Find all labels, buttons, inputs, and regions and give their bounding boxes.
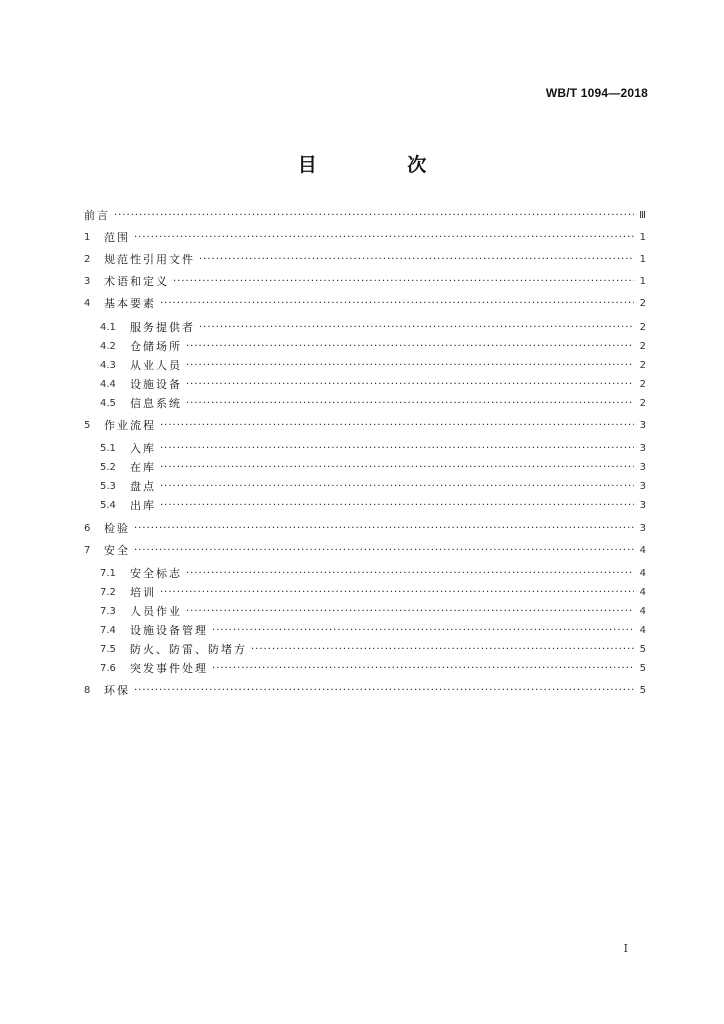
toc-number: 4.3 bbox=[100, 360, 116, 371]
toc-label: 规范性引用文件 bbox=[104, 253, 195, 266]
toc-page: Ⅲ bbox=[639, 210, 646, 221]
toc-page: 2 bbox=[639, 379, 646, 390]
toc-entry[interactable] bbox=[84, 681, 646, 700]
toc-label: 突发事件处理 bbox=[130, 662, 208, 675]
toc-page: 2 bbox=[639, 322, 646, 333]
toc-label: 作业流程 bbox=[104, 419, 156, 432]
toc-subentry[interactable] bbox=[100, 375, 646, 394]
dot-leader bbox=[134, 519, 634, 538]
toc-number: 5.2 bbox=[100, 462, 116, 473]
toc-label: 服务提供者 bbox=[130, 321, 195, 334]
toc-subentry[interactable] bbox=[100, 640, 646, 659]
toc-page: 2 bbox=[639, 341, 646, 352]
toc-number: 8 bbox=[84, 685, 91, 696]
toc-page: 3 bbox=[639, 443, 646, 454]
toc-page: 4 bbox=[639, 568, 646, 579]
toc-page: 2 bbox=[639, 398, 646, 409]
toc-number: 7.4 bbox=[100, 625, 116, 636]
toc-label: 人员作业 bbox=[130, 605, 182, 618]
toc-page: 1 bbox=[639, 276, 646, 287]
toc-number: 5 bbox=[84, 420, 91, 431]
toc-subentry[interactable] bbox=[100, 496, 646, 515]
toc-label: 信息系统 bbox=[130, 397, 182, 410]
toc-label: 培训 bbox=[130, 586, 156, 599]
toc-label: 防火、防雷、防堵方 bbox=[130, 643, 247, 656]
toc-subentry[interactable] bbox=[100, 318, 646, 337]
dot-leader bbox=[134, 681, 634, 700]
toc-page: 3 bbox=[639, 462, 646, 473]
toc-subentry[interactable] bbox=[100, 583, 646, 602]
toc-subentry[interactable] bbox=[100, 621, 646, 640]
toc-number: 4.5 bbox=[100, 398, 116, 409]
dot-leader bbox=[212, 659, 634, 678]
toc-page: 4 bbox=[639, 625, 646, 636]
toc-number: 7 bbox=[84, 545, 91, 556]
dot-leader bbox=[186, 375, 634, 394]
toc-number: 5.3 bbox=[100, 481, 116, 492]
toc-label: 范围 bbox=[104, 231, 130, 244]
dot-leader bbox=[186, 394, 634, 413]
page-title: 目 次 bbox=[297, 154, 469, 176]
dot-leader bbox=[186, 602, 634, 621]
toc-entry[interactable] bbox=[84, 541, 646, 560]
toc-number: 7.6 bbox=[100, 663, 116, 674]
toc-label: 在库 bbox=[130, 461, 156, 474]
dot-leader bbox=[251, 640, 634, 659]
toc-subentry[interactable] bbox=[100, 564, 646, 583]
toc-subentry[interactable] bbox=[100, 439, 646, 458]
toc-page: 3 bbox=[639, 481, 646, 492]
dot-leader bbox=[173, 272, 634, 291]
toc-entry[interactable] bbox=[84, 250, 646, 269]
toc-page: 5 bbox=[639, 663, 646, 674]
toc-number: 2 bbox=[84, 254, 91, 265]
toc-page: 1 bbox=[639, 254, 646, 265]
toc-label: 检验 bbox=[104, 522, 130, 535]
dot-leader bbox=[160, 439, 634, 458]
toc-number: 5.1 bbox=[100, 443, 116, 454]
toc-label: 设施设备 bbox=[130, 378, 182, 391]
toc-page: 3 bbox=[639, 500, 646, 511]
toc-page: 2 bbox=[639, 360, 646, 371]
toc-label: 仓储场所 bbox=[130, 340, 182, 353]
dot-leader bbox=[160, 458, 634, 477]
toc-subentry[interactable] bbox=[100, 356, 646, 375]
toc-entry[interactable] bbox=[84, 294, 646, 313]
toc-number: 4.1 bbox=[100, 322, 116, 333]
toc-label: 从业人员 bbox=[130, 359, 182, 372]
toc-label: 环保 bbox=[104, 684, 130, 697]
toc-number: 7.3 bbox=[100, 606, 116, 617]
toc-subentry[interactable] bbox=[100, 602, 646, 621]
toc-label: 安全标志 bbox=[130, 567, 182, 580]
toc-number: 3 bbox=[84, 276, 91, 287]
toc-number: 4.2 bbox=[100, 341, 116, 352]
toc-subentry[interactable] bbox=[100, 394, 646, 413]
toc-label: 设施设备管理 bbox=[130, 624, 208, 637]
toc-label: 基本要素 bbox=[104, 297, 156, 310]
toc-page: 1 bbox=[639, 232, 646, 243]
dot-leader bbox=[134, 228, 634, 247]
toc-number: 4.4 bbox=[100, 379, 116, 390]
toc-label: 入库 bbox=[130, 442, 156, 455]
toc-page: 3 bbox=[639, 420, 646, 431]
standard-code: WB/T 1094—2018 bbox=[545, 86, 648, 100]
dot-leader bbox=[199, 318, 634, 337]
toc-number: 1 bbox=[84, 232, 91, 243]
toc-number: 6 bbox=[84, 523, 91, 534]
toc-number: 5.4 bbox=[100, 500, 116, 511]
toc-entry[interactable] bbox=[84, 272, 646, 291]
dot-leader bbox=[160, 477, 634, 496]
toc-number: 4 bbox=[84, 298, 91, 309]
dot-leader bbox=[160, 294, 634, 313]
toc-subentry[interactable] bbox=[100, 337, 646, 356]
toc-label: 术语和定义 bbox=[104, 275, 169, 288]
toc-entry[interactable] bbox=[84, 416, 646, 435]
toc-entry-preface[interactable] bbox=[84, 206, 646, 225]
toc-number: 7.2 bbox=[100, 587, 116, 598]
dot-leader bbox=[199, 250, 634, 269]
dot-leader bbox=[134, 541, 634, 560]
toc-number: 7.1 bbox=[100, 568, 116, 579]
page-number: I bbox=[623, 942, 628, 955]
toc-label: 前言 bbox=[84, 209, 110, 222]
toc-entry[interactable] bbox=[84, 519, 646, 538]
toc-page: 4 bbox=[639, 587, 646, 598]
toc-entry[interactable] bbox=[84, 228, 646, 247]
toc-subentry[interactable] bbox=[100, 477, 646, 496]
toc-subentry[interactable] bbox=[100, 659, 646, 678]
toc-label: 出库 bbox=[130, 499, 156, 512]
toc-page: 5 bbox=[639, 644, 646, 655]
toc-page: 3 bbox=[639, 523, 646, 534]
toc-page: 4 bbox=[639, 545, 646, 556]
dot-leader bbox=[212, 621, 634, 640]
toc-page: 5 bbox=[639, 685, 646, 696]
dot-leader bbox=[114, 206, 634, 225]
toc-number: 7.5 bbox=[100, 644, 116, 655]
dot-leader bbox=[186, 564, 634, 583]
toc-page: 2 bbox=[639, 298, 646, 309]
dot-leader bbox=[160, 583, 634, 602]
dot-leader bbox=[186, 356, 634, 375]
toc-subentry[interactable] bbox=[100, 458, 646, 477]
toc-label: 盘点 bbox=[130, 480, 156, 493]
toc-page: 4 bbox=[639, 606, 646, 617]
dot-leader bbox=[160, 496, 634, 515]
dot-leader bbox=[186, 337, 634, 356]
dot-leader bbox=[160, 416, 634, 435]
toc-label: 安全 bbox=[104, 544, 130, 557]
